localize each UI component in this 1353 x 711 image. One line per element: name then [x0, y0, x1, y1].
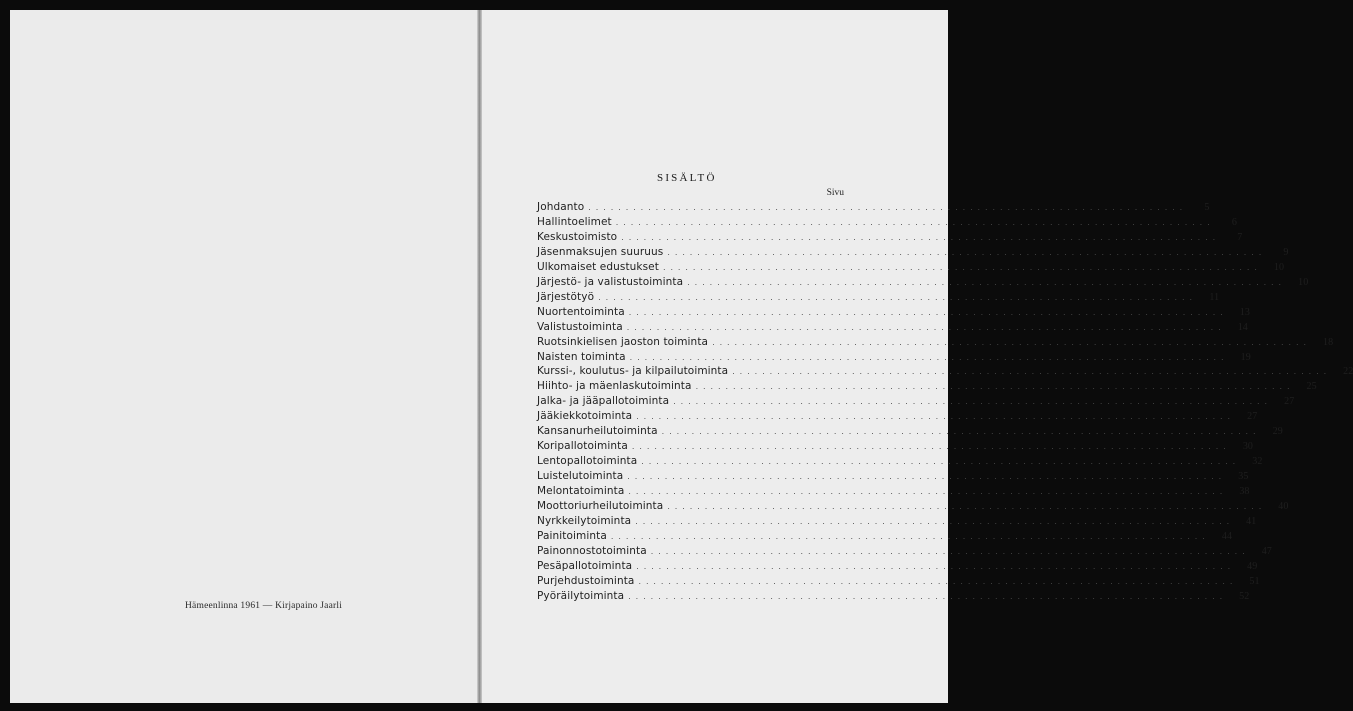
- toc-entry-label: Keskustoimisto: [537, 230, 618, 243]
- toc-entry: [537, 364, 1353, 379]
- toc-entry-label: Kurssi-, koulutus- ja kilpailutoiminta: [537, 365, 729, 378]
- toc-entry-page: 41: [1246, 516, 1257, 528]
- toc-entry-label: Johdanto: [537, 201, 585, 213]
- toc-entry: [537, 200, 1210, 215]
- dot-leader: . . . . . . . . . . . . . . . . . . . . . . . . . . . . . . . . . . . . . . . . . . . . . . . . . . . . . . . . . . . . . . . . . . . . . . . . . . . . . . . .: [636, 412, 1232, 422]
- toc-entry: [537, 290, 1220, 305]
- toc-entry-label: Valistustoiminta: [537, 320, 623, 333]
- dot-leader: . . . . . . . . . . . . . . . . . . . . . . . . . . . . . . . . . . . . . . . . . . . . . . . . . . . . . . . . . . . . . . . . . . . . . . . . . . . . . . . .: [627, 472, 1223, 482]
- toc-entry: [537, 424, 1283, 439]
- toc-entry-page: 6: [1231, 216, 1237, 228]
- toc-entry-page: 22: [1343, 366, 1353, 378]
- dot-leader: . . . . . . . . . . . . . . . . . . . . . . . . . . . . . . . . . . . . . . . . . . . . . . . . . . . . . . . . . . . . . . . . . . . . . . . . . . . . . . . .: [667, 502, 1263, 512]
- toc-entry-label: Naisten toiminta: [537, 350, 626, 363]
- dot-leader: . . . . . . . . . . . . . . . . . . . . . . . . . . . . . . . . . . . . . . . . . . . . . . . . . . . . . . . . . . . . . . . . . . . . . . . . . . . . . . . .: [673, 397, 1269, 407]
- toc-entry-page: 52: [1239, 590, 1250, 602]
- toc-entry: [537, 589, 1250, 604]
- toc-entry-page: 11: [1209, 291, 1220, 303]
- toc-entry-page: 40: [1278, 501, 1289, 513]
- dot-leader: . . . . . . . . . . . . . . . . . . . . . . . . . . . . . . . . . . . . . . . . . . . . . . . . . . . . . . . . . . . . . . . . . . . . . . . . . . . . . . . .: [631, 442, 1228, 452]
- toc-entry-page: 14: [1237, 321, 1248, 333]
- table-of-contents: [537, 200, 1353, 604]
- toc-entry-label: Koripallotoiminta: [537, 440, 628, 453]
- toc-entry-page: 27: [1284, 396, 1295, 408]
- toc-entry-label: Painonnostotoiminta: [537, 544, 647, 557]
- toc-entry-label: Pyöräilytoiminta: [537, 589, 625, 602]
- toc-entry-label: Nyrkkeilytoiminta: [537, 515, 632, 528]
- toc-entry: [537, 230, 1243, 245]
- dot-leader: . . . . . . . . . . . . . . . . . . . . . . . . . . . . . . . . . . . . . . . . . . . . . . . . . . . . . . . . . . . . . . . . . . . . . . . . . . . . . . . .: [661, 427, 1257, 437]
- dot-leader: . . . . . . . . . . . . . . . . . . . . . . . . . . . . . . . . . . . . . . . . . . . . . . . . . . . . . . . . . . . . . . . . . . . . . . . . . . . . . . . .: [610, 531, 1207, 541]
- toc-entry-page: 38: [1239, 486, 1250, 498]
- toc-entry-label: Jääkiekkotoiminta: [537, 410, 633, 423]
- dot-leader: . . . . . . . . . . . . . . . . . . . . . . . . . . . . . . . . . . . . . . . . . . . . . . . . . . . . . . . . . . . . . . . . . . . . . . . . . . . . . . . .: [712, 337, 1308, 347]
- toc-entry-page: 32: [1252, 456, 1263, 468]
- toc-entry-label: Luistelutoiminta: [537, 470, 624, 483]
- toc-entry-page: 10: [1298, 276, 1309, 288]
- toc-entry: [537, 439, 1254, 454]
- left-page: [10, 10, 478, 703]
- dot-leader: . . . . . . . . . . . . . . . . . . . . . . . . . . . . . . . . . . . . . . . . . . . . . . . . . . . . . . . . . . . . . . . . . . . . . . . . . . . . . . . .: [695, 382, 1291, 392]
- toc-entry-label: Melontatoiminta: [537, 485, 625, 498]
- toc-entry-page: 5: [1204, 202, 1210, 213]
- toc-entry-label: Pesäpallotoiminta: [537, 559, 633, 572]
- toc-entry-label: Painitoiminta: [537, 529, 607, 542]
- toc-entry-page: 19: [1240, 351, 1251, 363]
- toc-entry-page: 49: [1247, 560, 1258, 572]
- toc-entry-page: 7: [1237, 231, 1243, 243]
- toc-entry-label: Ruotsinkielisen jaoston toiminta: [537, 335, 709, 348]
- toc-entry-label: Jalka- ja jääpallotoiminta: [537, 395, 670, 408]
- toc-entry: [537, 245, 1289, 260]
- toc-entry-page: 47: [1261, 545, 1272, 557]
- dot-leader: . . . . . . . . . . . . . . . . . . . . . . . . . . . . . . . . . . . . . . . . . . . . . . . . . . . . . . . . . . . . . . . . . . . . . . . . . . . . . . . .: [732, 367, 1328, 377]
- dot-leader: . . . . . . . . . . . . . . . . . . . . . . . . . . . . . . . . . . . . . . . . . . . . . . . . . . . . . . . . . . . . . . . . . . . . . . . . . . . . . . . .: [628, 487, 1224, 497]
- toc-entry: [537, 499, 1289, 514]
- toc-entry-label: Hallintoelimet: [537, 215, 612, 228]
- toc-entry: [537, 350, 1251, 365]
- toc-entry-page: 27: [1247, 411, 1258, 423]
- toc-entry: [537, 335, 1334, 350]
- dot-leader: . . . . . . . . . . . . . . . . . . . . . . . . . . . . . . . . . . . . . . . . . . . . . . . . . . . . . . . . . . . . . . . . . . . . . . . . . . . . . . . .: [667, 247, 1263, 257]
- dot-leader: . . . . . . . . . . . . . . . . . . . . . . . . . . . . . . . . . . . . . . . . . . . . . . . . . . . . . . . . . . . . . . . . . . . . . . . . . . . . . . . .: [628, 591, 1224, 601]
- dot-leader: . . . . . . . . . . . . . . . . . . . . . . . . . . . . . . . . . . . . . . . . . . . . . . . . . . . . . . . . . . . . . . . . . . . . . . . . . . . . . . . .: [687, 277, 1283, 287]
- toc-entry: [537, 454, 1263, 469]
- toc-entry: [537, 484, 1250, 499]
- imprint: Hämeenlinna 1961 — Kirjapaino Jaarli: [185, 601, 343, 611]
- toc-entry: [537, 320, 1248, 335]
- toc-entry: [537, 469, 1249, 484]
- toc-entry: [537, 394, 1295, 409]
- toc-entry-page: 18: [1323, 336, 1334, 348]
- toc-entry-page: 29: [1272, 426, 1283, 438]
- dot-leader: . . . . . . . . . . . . . . . . . . . . . . . . . . . . . . . . . . . . . . . . . . . . . . . . . . . . . . . . . . . . . . . . . . . . . . . . . . . . . . . .: [628, 307, 1224, 317]
- dot-leader: . . . . . . . . . . . . . . . . . . . . . . . . . . . . . . . . . . . . . . . . . . . . . . . . . . . . . . . . . . . . . . . . . . . . . . . . . . . . . . . .: [621, 232, 1217, 242]
- dot-leader: . . . . . . . . . . . . . . . . . . . . . . . . . . . . . . . . . . . . . . . . . . . . . . . . . . . . . . . . . . . . . . . . . . . . . . . . . . . . . . . .: [629, 352, 1225, 362]
- toc-entry-page: 9: [1283, 246, 1289, 258]
- toc-entry-label: Jäsenmaksujen suuruus: [537, 245, 664, 258]
- toc-entry: [537, 559, 1258, 574]
- toc-entry: [537, 574, 1260, 589]
- dot-leader: . . . . . . . . . . . . . . . . . . . . . . . . . . . . . . . . . . . . . . . . . . . . . . . . . . . . . . . . . . . . . . . . . . . . . . . . . . . . . . . .: [588, 203, 1184, 212]
- dot-leader: . . . . . . . . . . . . . . . . . . . . . . . . . . . . . . . . . . . . . . . . . . . . . . . . . . . . . . . . . . . . . . . . . . . . . . . . . . . . . . . .: [636, 561, 1232, 571]
- toc-entry-page: 10: [1273, 261, 1285, 273]
- toc-entry-page: 25: [1306, 381, 1317, 393]
- dot-leader: . . . . . . . . . . . . . . . . . . . . . . . . . . . . . . . . . . . . . . . . . . . . . . . . . . . . . . . . . . . . . . . . . . . . . . . . . . . . . . . .: [635, 517, 1231, 527]
- dot-leader: . . . . . . . . . . . . . . . . . . . . . . . . . . . . . . . . . . . . . . . . . . . . . . . . . . . . . . . . . . . . . . . . . . . . . . . . . . . . . . . .: [650, 546, 1246, 556]
- toc-entry: [537, 260, 1285, 275]
- toc-entry: [537, 275, 1309, 290]
- toc-entry-label: Kansanurheilutoiminta: [537, 425, 658, 438]
- toc-entry-page: 51: [1249, 575, 1260, 587]
- toc-entry-label: Moottoriurheilutoiminta: [537, 500, 664, 513]
- toc-entry-label: Ulkomaiset edustukset: [537, 260, 659, 273]
- toc-entry: [537, 514, 1257, 529]
- dot-leader: . . . . . . . . . . . . . . . . . . . . . . . . . . . . . . . . . . . . . . . . . . . . . . . . . . . . . . . . . . . . . . . . . . . . . . . . . . . . . . . .: [626, 322, 1222, 332]
- toc-entry-page: 13: [1239, 306, 1250, 318]
- toc-entry-page: 30: [1242, 441, 1254, 453]
- toc-entry-label: Järjestötyö: [537, 290, 595, 303]
- toc-entry-label: Nuortentoiminta: [537, 305, 625, 318]
- toc-entry: [537, 544, 1272, 559]
- dot-leader: . . . . . . . . . . . . . . . . . . . . . . . . . . . . . . . . . . . . . . . . . . . . . . . . . . . . . . . . . . . . . . . . . . . . . . . . . . . . . . . .: [638, 576, 1234, 586]
- dot-leader: . . . . . . . . . . . . . . . . . . . . . . . . . . . . . . . . . . . . . . . . . . . . . . . . . . . . . . . . . . . . . . . . . . . . . . . . . . . . . . . .: [615, 217, 1211, 227]
- toc-entry: [537, 379, 1317, 394]
- dot-leader: . . . . . . . . . . . . . . . . . . . . . . . . . . . . . . . . . . . . . . . . . . . . . . . . . . . . . . . . . . . . . . . . . . . . . . . . . . . . . . . .: [598, 292, 1194, 302]
- contents-title: SISÄLTÖ: [657, 172, 717, 184]
- toc-entry-label: Lentopallotoiminta: [537, 455, 638, 468]
- toc-entry: [537, 305, 1250, 320]
- page-column-header: Sivu: [826, 188, 844, 198]
- dot-leader: . . . . . . . . . . . . . . . . . . . . . . . . . . . . . . . . . . . . . . . . . . . . . . . . . . . . . . . . . . . . . . . . . . . . . . . . . . . . . . . .: [662, 262, 1259, 272]
- toc-entry-label: Purjehdustoiminta: [537, 574, 635, 587]
- toc-entry: [537, 215, 1237, 230]
- toc-entry-label: Järjestö- ja valistustoiminta: [537, 275, 684, 288]
- toc-entry: [537, 529, 1233, 544]
- toc-entry-page: 44: [1221, 530, 1233, 542]
- toc-entry: [537, 409, 1258, 424]
- toc-entry-label: Hiihto- ja mäenlaskutoiminta: [537, 380, 692, 393]
- dot-leader: . . . . . . . . . . . . . . . . . . . . . . . . . . . . . . . . . . . . . . . . . . . . . . . . . . . . . . . . . . . . . . . . . . . . . . . . . . . . . . . .: [641, 457, 1237, 467]
- toc-entry-page: 35: [1238, 471, 1249, 483]
